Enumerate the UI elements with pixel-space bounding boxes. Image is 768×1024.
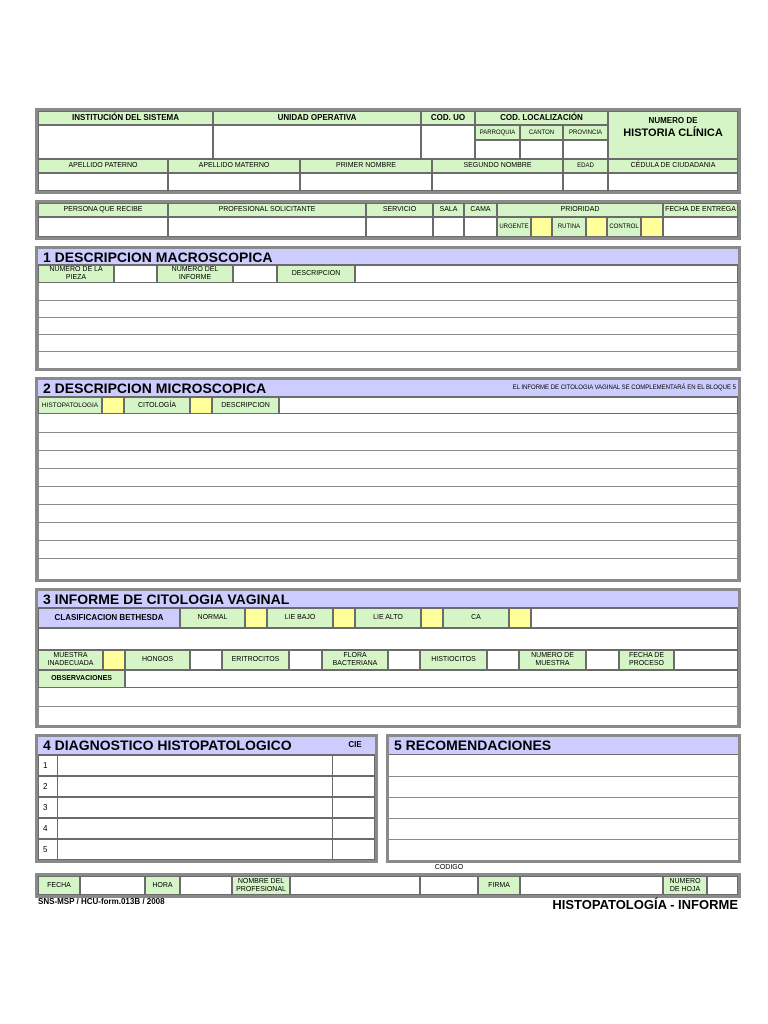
- cama-field[interactable]: [464, 217, 497, 237]
- persona-recibe-label: PERSONA QUE RECIBE: [38, 203, 168, 217]
- section-4-title: 4 DIAGNOSTICO HISTOPATOLOGICO: [43, 737, 292, 753]
- section-1-header: [38, 249, 738, 265]
- descripcion-micro-field[interactable]: [279, 397, 738, 414]
- histiocitos-label: HISTIOCITOS: [420, 650, 487, 670]
- numero-informe-label: NUMERO DEL INFORME: [157, 265, 233, 283]
- citologia-blank-row[interactable]: [38, 628, 738, 650]
- observaciones-field[interactable]: [125, 670, 738, 688]
- descripcion-macro-field[interactable]: [355, 265, 738, 283]
- firma-field[interactable]: [520, 876, 663, 895]
- histopatologia-label: HISTOPATOLOGIA: [38, 397, 102, 414]
- parroquia-field[interactable]: [475, 140, 520, 159]
- fecha-label: FECHA: [38, 876, 80, 895]
- sala-field[interactable]: [433, 217, 464, 237]
- numero-muestra-field[interactable]: [586, 650, 619, 670]
- profesional-solicitante-label: PROFESIONAL SOLICITANTE: [168, 203, 366, 217]
- ca-label: CA: [443, 608, 509, 628]
- section-1-title: 1 DESCRIPCION MACROSCOPICA: [43, 249, 273, 265]
- section-5-title: 5 RECOMENDACIONES: [394, 737, 552, 753]
- prioridad-label: PRIORIDAD: [497, 203, 663, 217]
- numero-informe-field[interactable]: [233, 265, 277, 283]
- canton-label: CANTON: [520, 125, 563, 140]
- persona-recibe-field[interactable]: [38, 217, 168, 237]
- institucion-label: INSTITUCIÓN DEL SISTEMA: [38, 111, 213, 125]
- nombre-profesional-field[interactable]: [290, 876, 420, 895]
- numero-hoja-field[interactable]: [707, 876, 738, 895]
- control-label: CONTROL: [607, 217, 641, 237]
- flora-bacteriana-field[interactable]: [388, 650, 420, 670]
- rutina-checkbox[interactable]: [586, 217, 607, 237]
- numero-pieza-label: NUMERO DE LA PIEZA: [38, 265, 114, 283]
- primer-nombre-field[interactable]: [300, 173, 432, 191]
- servicio-field[interactable]: [366, 217, 433, 237]
- fecha-proceso-field[interactable]: [674, 650, 738, 670]
- muestra-inadecuada-label: MUESTRA INADECUADA: [38, 650, 103, 670]
- provincia-field[interactable]: [563, 140, 608, 159]
- historia-clinica-label: [608, 111, 738, 159]
- hora-field[interactable]: [180, 876, 232, 895]
- edad-field[interactable]: [563, 173, 608, 191]
- cedula-field[interactable]: [608, 173, 738, 191]
- cedula-label: CÉDULA DE CIUDADANIA: [608, 159, 738, 173]
- control-checkbox[interactable]: [641, 217, 663, 237]
- section-4-header: [38, 737, 375, 755]
- apellido-paterno-field[interactable]: [38, 173, 168, 191]
- numero-muestra-label: NUMERO DE MUESTRA: [519, 650, 586, 670]
- ca-checkbox[interactable]: [509, 608, 531, 628]
- section-3-header: [38, 591, 738, 608]
- citologia-label: CITOLOGÍA: [124, 397, 190, 414]
- primer-nombre-label: PRIMER NOMBRE: [300, 159, 432, 173]
- muestra-inadecuada-checkbox[interactable]: [103, 650, 125, 670]
- hongos-label: HONGOS: [125, 650, 190, 670]
- provincia-label: PROVINCIA: [563, 125, 608, 140]
- numero-de-text: NUMERO DE: [648, 116, 698, 125]
- lie-alto-checkbox[interactable]: [421, 608, 443, 628]
- cod-localizacion-label: COD. LOCALIZACIÓN: [475, 111, 608, 125]
- codigo-field[interactable]: [420, 876, 478, 895]
- parroquia-label: PARROQUIA: [475, 125, 520, 140]
- codigo-label: CODIGO: [434, 864, 464, 871]
- profesional-solicitante-field[interactable]: [168, 217, 366, 237]
- eritrocitos-label: ERITROCITOS: [222, 650, 289, 670]
- urgente-label: URGENTE: [497, 217, 531, 237]
- histopatologia-checkbox[interactable]: [102, 397, 124, 414]
- form-id: SNS-MSP / HCU-form.013B / 2008: [38, 897, 165, 906]
- citologia-checkbox[interactable]: [190, 397, 212, 414]
- normal-checkbox[interactable]: [245, 608, 267, 628]
- fecha-field[interactable]: [80, 876, 145, 895]
- eritrocitos-field[interactable]: [289, 650, 322, 670]
- institucion-field[interactable]: [38, 125, 213, 159]
- segundo-nombre-label: SEGUNDO NOMBRE: [432, 159, 563, 173]
- diagnostico-number-divider: [57, 755, 58, 860]
- cod-uo-field[interactable]: [421, 125, 475, 159]
- hora-label: HORA: [145, 876, 180, 895]
- cama-label: CAMA: [464, 203, 497, 217]
- edad-label: EDAD: [563, 159, 608, 173]
- section-5-header: [389, 737, 738, 755]
- segundo-nombre-field[interactable]: [432, 173, 563, 191]
- servicio-label: SERVICIO: [366, 203, 433, 217]
- cie-label: CIE: [348, 740, 362, 749]
- apellido-materno-field[interactable]: [168, 173, 300, 191]
- canton-field[interactable]: [520, 140, 563, 159]
- hongos-field[interactable]: [190, 650, 222, 670]
- observaciones-lines[interactable]: [38, 688, 738, 725]
- fecha-entrega-label: FECHA DE ENTREGA: [663, 203, 738, 217]
- lie-bajo-label: LIE BAJO: [267, 608, 333, 628]
- diagnostico-row[interactable]: [38, 797, 375, 818]
- numero-hoja-label: NUMERO DE HOJA: [663, 876, 707, 895]
- lie-bajo-checkbox[interactable]: [333, 608, 355, 628]
- section-2-title: 2 DESCRIPCION MICROSCOPICA: [43, 380, 267, 396]
- sala-label: SALA: [433, 203, 464, 217]
- rutina-label: RUTINA: [552, 217, 586, 237]
- numero-pieza-field[interactable]: [114, 265, 157, 283]
- diagnostico-row[interactable]: [38, 776, 375, 797]
- fecha-proceso-label: FECHA DE PROCESO: [619, 650, 674, 670]
- diagnostico-row-number: 3: [43, 803, 48, 812]
- firma-label: FIRMA: [478, 876, 520, 895]
- descripcion-micro-label: DESCRIPCION: [212, 397, 279, 414]
- clasificacion-bethesda-label: CLASIFICACION BETHESDA: [38, 608, 180, 628]
- flora-bacteriana-label: FLORA BACTERIANA: [322, 650, 388, 670]
- diagnostico-row-number: 4: [43, 824, 48, 833]
- diagnostico-row-number: 5: [43, 845, 48, 854]
- recomendaciones-lines[interactable]: [389, 755, 738, 860]
- cod-uo-label: COD. UO: [421, 111, 475, 125]
- observaciones-label: OBSERVACIONES: [38, 670, 125, 688]
- descripcion-macro-label: DESCRIPCION: [277, 265, 355, 283]
- historia-clinica-text: HISTORIA CLÍNICA: [623, 127, 723, 139]
- unidad-field[interactable]: [213, 125, 421, 159]
- diagnostico-row-number: 2: [43, 782, 48, 791]
- section-2-header: [38, 380, 738, 397]
- section-3-title: 3 INFORME DE CITOLOGIA VAGINAL: [43, 591, 290, 607]
- unidad-label: UNIDAD OPERATIVA: [213, 111, 421, 125]
- bethesda-blank: [531, 608, 738, 628]
- fecha-entrega-field[interactable]: [663, 217, 738, 237]
- diagnostico-row[interactable]: [38, 755, 375, 776]
- histiocitos-field[interactable]: [487, 650, 519, 670]
- diagnostico-row[interactable]: [38, 839, 375, 860]
- urgente-checkbox[interactable]: [531, 217, 552, 237]
- diagnostico-row[interactable]: [38, 818, 375, 839]
- lie-alto-label: LIE ALTO: [355, 608, 421, 628]
- form-title: HISTOPATOLOGÍA - INFORME: [552, 897, 738, 912]
- nombre-profesional-label: NOMBRE DEL PROFESIONAL: [232, 876, 290, 895]
- micro-lines[interactable]: [38, 414, 738, 579]
- cie-column-divider: [332, 755, 333, 860]
- normal-label: NORMAL: [180, 608, 245, 628]
- apellido-materno-label: APELLIDO MATERNO: [168, 159, 300, 173]
- macro-lines[interactable]: [38, 283, 738, 368]
- section-2-note: EL INFORME DE CITOLOGIA VAGINAL SE COMPLEMENTARÁ EN EL BLOQUE 5: [512, 385, 736, 391]
- apellido-paterno-label: APELLIDO PATERNO: [38, 159, 168, 173]
- diagnostico-row-number: 1: [43, 761, 48, 770]
